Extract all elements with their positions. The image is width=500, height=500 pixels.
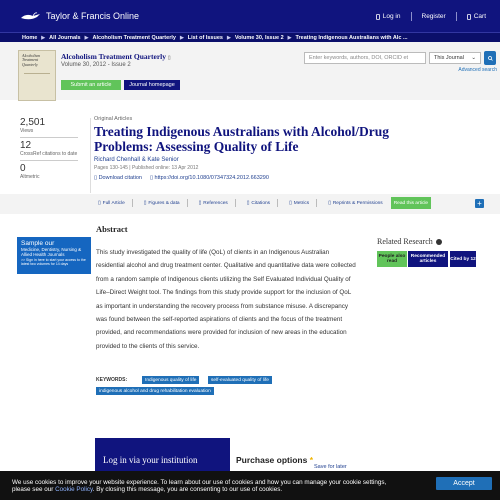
cookie-text-line2	[12, 486, 488, 493]
journal-issue[interactable]: Volume 30, 2012 - Issue 2	[61, 62, 131, 68]
cookie-text-post: . By closing this message, you are consenting to our use of cookies.	[92, 486, 283, 493]
open-access-icon: ▯	[167, 56, 171, 61]
divider	[456, 12, 457, 21]
divider	[316, 199, 317, 207]
site-logo[interactable]	[20, 10, 139, 22]
tab-label: Figures & data	[148, 200, 180, 206]
accept-cookies-button[interactable]: Accept	[436, 477, 492, 490]
metrics-icon: ▯	[289, 200, 292, 206]
search-button[interactable]	[484, 51, 496, 65]
ad-signin-text: >> Sign in here to start your access to the latest two volumes for 14 days	[21, 258, 86, 266]
register-link[interactable]	[422, 13, 446, 20]
tab-figures-data[interactable]	[141, 197, 191, 209]
keyword-tag[interactable]: self-evaluated quality of life	[208, 376, 272, 384]
divider	[90, 118, 91, 193]
views-label: Views	[20, 128, 34, 134]
journal-cover[interactable]	[18, 50, 56, 101]
logo-text: Taylor & Francis Online	[46, 11, 140, 21]
breadcrumb-volume[interactable]: Volume 30, Issue 2	[234, 34, 284, 41]
altmetric-label: Altmetric	[20, 174, 40, 180]
search-icon	[488, 56, 493, 61]
cookie-text-pre: please see our	[12, 486, 56, 493]
article-title: Treating Indigenous Australians with Alcohol/Drug Problems: Assessing Quality of Life	[94, 124, 390, 154]
submit-article-button[interactable]: Submit an article	[61, 80, 121, 90]
chevron-right-icon: ▶	[84, 34, 89, 41]
abstract-text: This study investigated the quality of life (QoL) of clients in an Indigenous Australian residential alcohol and drug treatment center. Qualitative and quantitative data were collected from a random sample of Indigenous clients utilizing the Self Evaluated Individual Quality of Life–Direct Weight tool. The findings from this study provide support for the inclusion of QoL as important in understanding the recovery process from substance misuse. A discrepancy was found between the self-reported aspirations of clients and the focus of the treatment provided, and recommendations were provided for inclusion of new areas in the education provided to the clients of this service.	[96, 249, 356, 350]
divider	[187, 199, 188, 207]
divider	[411, 12, 412, 21]
related-research-title: Related Research	[377, 237, 433, 246]
download-citation-label: Download citation	[98, 175, 142, 181]
article-pages: Pages 130-145 | Published online: 13 Apr 2012	[94, 165, 199, 171]
keywords-label: KEYWORDS:	[96, 377, 128, 383]
chevron-right-icon: ▶	[179, 34, 184, 41]
cart-link[interactable]	[467, 13, 486, 20]
keyword-tag[interactable]: indigenous alcohol and drug rehabilitation evaluation	[96, 387, 214, 395]
purchase-options-heading	[236, 455, 313, 465]
chevron-right-icon: ▶	[226, 34, 231, 41]
info-icon[interactable]	[436, 239, 442, 245]
cover-title: Alcoholism Treatment Quarterly	[22, 53, 40, 67]
tab-metrics[interactable]	[286, 197, 320, 209]
journal-header	[0, 42, 500, 100]
institution-login-heading: Log in via your institution	[103, 455, 198, 465]
tab-cited-by[interactable]: Cited by 12	[450, 251, 476, 267]
breadcrumb-current: Treating Indigenous Australians with Alc ...	[295, 34, 408, 41]
tab-label: References	[203, 200, 228, 206]
related-research-heading	[377, 237, 442, 246]
search-scope-value: This Journal	[434, 55, 464, 61]
cookie-policy-link[interactable]: Cookie Policy	[55, 486, 93, 493]
citations-icon: ▯	[246, 200, 250, 206]
altmetric-count: 0	[20, 163, 26, 174]
login-link[interactable]	[376, 13, 401, 20]
ad-subline: Medicine, Dentistry, Nursing & Allied Health Journals	[21, 247, 82, 257]
journal-title[interactable]	[61, 52, 171, 61]
doi-label: https://doi.org/10.1080/07347324.2012.663290	[154, 175, 269, 181]
tab-people-also-read[interactable]: People also read	[377, 251, 407, 267]
cart-icon	[467, 14, 471, 20]
keyword-tag[interactable]: Indigenous quality of life	[142, 376, 199, 384]
chevron-right-icon: ▶	[41, 34, 46, 41]
download-icon: ▯	[94, 175, 99, 181]
divider	[132, 199, 133, 207]
tab-reprints[interactable]	[325, 197, 386, 209]
article-type: Original Articles	[94, 116, 133, 122]
download-citation-link[interactable]	[94, 175, 142, 181]
search-scope-select[interactable]	[429, 52, 481, 64]
sample-journals-ad[interactable]	[17, 237, 91, 274]
divider	[277, 199, 278, 207]
references-icon: ▯	[198, 200, 202, 206]
journal-title-text: Alcoholism Treatment Quarterly	[61, 52, 166, 61]
tab-full-article[interactable]	[95, 197, 136, 209]
advanced-search-link[interactable]: Advanced search	[458, 67, 497, 73]
views-count: 2,501	[20, 117, 46, 128]
cookie-text-line1: We use cookies to improve your website experience. To learn about our use of cookies and how you can manage your cookie settings,	[12, 479, 387, 486]
cookie-banner	[0, 471, 500, 500]
citation-row	[94, 175, 269, 181]
tab-recommended-articles[interactable]: Recommended articles	[408, 251, 448, 267]
tab-citations[interactable]	[244, 197, 281, 209]
breadcrumb-all-journals[interactable]: All Journals	[49, 34, 81, 41]
account-links	[376, 12, 486, 21]
tab-label: Citations	[251, 200, 271, 206]
chevron-down-icon: ⌄	[471, 55, 476, 61]
read-this-article-button[interactable]: Read this article	[391, 197, 431, 209]
article-tabs	[95, 197, 431, 209]
journal-homepage-button[interactable]: Journal homepage	[124, 80, 180, 90]
purchase-asterisk: *	[309, 455, 314, 465]
save-for-later-link[interactable]: Save for later	[314, 464, 347, 470]
breadcrumb-home[interactable]: Home	[22, 34, 38, 41]
divider	[20, 160, 78, 161]
divider	[235, 199, 236, 207]
article-authors[interactable]: Richard Chenhall & Kate Senior	[94, 157, 179, 163]
link-icon: ▯	[149, 175, 155, 181]
article-icon: ▯	[98, 200, 101, 206]
figures-icon: ▯	[143, 200, 147, 206]
tab-label: Full Article	[102, 200, 125, 206]
reprints-icon: ▯	[328, 200, 331, 206]
search-input[interactable]: Enter keywords, authors, DOI, ORCID et	[304, 52, 426, 64]
ad-headline: Sample our	[21, 240, 55, 247]
register-label: Register	[421, 13, 446, 20]
crossref-count: 12	[20, 140, 32, 151]
cart-label: Cart	[473, 13, 486, 20]
purchase-options-title: Purchase options	[236, 455, 308, 465]
cover-decoration	[24, 73, 50, 95]
user-icon	[376, 14, 380, 20]
breadcrumb-journal[interactable]: Alcoholism Treatment Quarterly	[92, 34, 176, 41]
lamp-logo-icon	[20, 10, 42, 22]
tab-label: Metrics	[293, 200, 310, 206]
doi-link[interactable]	[150, 175, 269, 181]
tab-references[interactable]	[196, 197, 239, 209]
article-metrics	[20, 118, 78, 183]
abstract-heading: Abstract	[96, 224, 128, 234]
tab-label: Reprints & Permissions	[332, 200, 383, 206]
breadcrumb-issues[interactable]: List of Issues	[187, 34, 223, 41]
header-notch	[112, 104, 128, 112]
crossref-label: CrossRef citations to date	[20, 151, 78, 157]
divider	[20, 137, 78, 138]
login-label: Log in	[382, 13, 401, 20]
plus-icon[interactable]: +	[475, 199, 484, 208]
breadcrumb	[0, 32, 500, 42]
chevron-right-icon: ▶	[287, 34, 292, 41]
